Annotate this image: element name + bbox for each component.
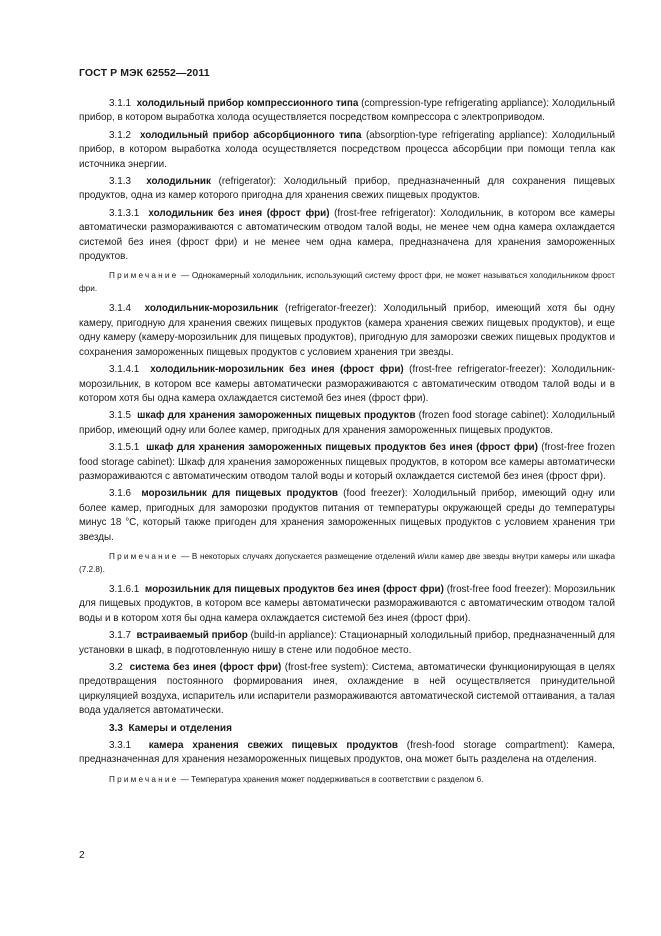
term-name: встраиваемый прибор <box>136 630 248 642</box>
term-name: холодильник-морозильник без инея (фрост фри) <box>150 364 404 376</box>
note-label: Примечание <box>109 774 179 784</box>
note-1: Примечание — Однокамерный холодильник, использующий систему фрост фри, не может называться холодильником фрост фри. <box>79 271 615 294</box>
term-name: морозильник для пищевых продуктов <box>141 488 338 500</box>
term-3-1-1: 3.1.1 холодильный прибор компрессионного типа (compression-type refrigerating appliance): Холодильный прибор, в котором выработка холода осуществляется посредством компрессора с электроприводом. <box>79 98 615 124</box>
term-3-1-3-1: 3.1.3.1 холодильник без инея (фрост фри) (frost-free refrigerator): Холодильник, в котором все камеры автоматически размораживаются с автоматическим отводом талой воды, не менее чем одна камера охлаждается системой без инея (фрост фри) и не менее чем одна камера, предназначена для хранения замороженных продуктов. <box>79 207 615 263</box>
term-name: холодильник-морозильник <box>144 303 279 315</box>
term-name: шкаф для хранения замороженных пищевых продуктов без инея (фрост фри) <box>146 442 538 454</box>
term-3-1-3: 3.1.3 холодильник (refrigerator): Холодильный прибор, предназначенный для сохранения пищевых продуктов, одна из камер которого пригодна для хранения свежих пищевых продуктов. <box>79 176 615 202</box>
term-3-1-2: 3.1.2 холодильный прибор абсорбционного типа (absorption-type refrigerating appliance): Холодильный прибор, в котором выработка холода осуществляется посредством процесса абсорбции при помощи тепла как источника энергии. <box>79 129 615 170</box>
term-name: холодильник без инея (фрост фри) <box>148 207 330 219</box>
note-label: Примечание <box>109 551 179 561</box>
page-content <box>79 97 615 793</box>
term-name: морозильник для пищевых продуктов без инея (фрост фри) <box>144 583 444 595</box>
page-header-standard-id: ГОСТ Р МЭК 62552—2011 <box>79 67 210 79</box>
term-3-1-4: 3.1.4 холодильник-морозильник (refrigerator-freezer): Холодильный прибор, имеющий хотя бы одну камеру, пригодную для хранения свежих пищевых продуктов (камера хранения свежих пищевых продуктов), и еще одну камеру (камеру-морозильник для пищевых продуктов), пригодную для заморозки свежих пищевых продуктов и сохранения замороженных пищевых продуктов с условием хранения три звезды. <box>79 303 615 358</box>
page-number: 2 <box>79 850 85 861</box>
term-3-1-5: 3.1.5 шкаф для хранения замороженных пищевых продуктов (frozen food storage cabinet): Холодильный прибор, имеющий одну или более камер, пригодных для хранения замороженных пищевых продуктов. <box>79 410 615 436</box>
term-name: камера хранения свежих пищевых продуктов <box>148 740 398 752</box>
term-name: холодильный прибор компрессионного типа <box>136 98 359 109</box>
term-3-1-6: 3.1.6 морозильник для пищевых продуктов (food freezer): Холодильный прибор, имеющий одну или более камер, пригодных для заморозки продуктов питания от температуры окружающей среды до температуры минус 18 °С, который также пригоден для хранения замороженных пищевых продуктов с условием хранения три звезды. <box>79 488 615 543</box>
term-name: шкаф для хранения замороженных пищевых продуктов <box>137 410 416 422</box>
term-3-2: 3.2 система без инея (фрост фри) (frost-free system): Система, автоматически функционирующая в целях предотвращения постоянного формирования инея, охлаждение в ней осуществляется принудительной циркуляцией воздуха, испаритель или испарители размораживаются автоматической системой оттаивания, а талая вода удаляется автоматически. <box>79 662 616 717</box>
term-3-1-7: 3.1.7 встраиваемый прибор (build-in appliance): Стационарный холодильный прибор, предназначенный для установки в шкаф, в подготовленную нишу в стене или подобное место. <box>79 630 615 656</box>
note-3: Примечание — Температура хранения может поддерживаться в соответствии с разделом 6. <box>109 774 484 784</box>
term-name: холодильный прибор абсорбционного типа <box>139 129 362 141</box>
term-3-1-5-1: 3.1.5.1 шкаф для хранения замороженных пищевых продуктов без инея (фрост фри) (frost-free frozen food storage cabinet): Шкаф для хранения замороженных пищевых продуктов, в котором все камеры автоматически размораживаются с автоматическим отводом талой воды и который охлаждается системой без инея (фрост фри). <box>79 442 615 482</box>
term-name: холодильник <box>146 176 211 188</box>
term-3-1-6-1: 3.1.6.1 морозильник для пищевых продуктов без инея (фрост фри) (frost-free food freezer): Морозильник для пищевых продуктов, в котором все камеры автоматически размораживаются с автоматическим отводом талой воды и в котором хотя бы одна камера охлаждается системой без инея (фрост фри). <box>79 583 615 624</box>
term-name: система без инея (фрост фри) <box>129 662 282 673</box>
term-3-1-4-1: 3.1.4.1 холодильник-морозильник без инея (фрост фри) (frost-free refrigerator-freezer): Холодильник-морозильник, в котором все камеры автоматически размораживаются с автоматическим отводом талой воды и в котором хотя бы одна камера охлаждается системой без инея (фрост фри). <box>79 364 615 404</box>
term-3-3-1: 3.3.1 камера хранения свежих пищевых продуктов (fresh-food storage compartment): Камера, предназначенная для хранения незамороженных пищевых продуктов, она может быть разделена на отделения. <box>79 740 615 766</box>
note-2: Примечание — В некоторых случаях допускается размещение отделений и/или камер две звезды внутри камеры или шкафа (7.2.8). <box>79 551 615 574</box>
section-heading-3-3: 3.3 Камеры и отделения <box>109 722 232 734</box>
note-label: Примечание <box>109 271 179 281</box>
